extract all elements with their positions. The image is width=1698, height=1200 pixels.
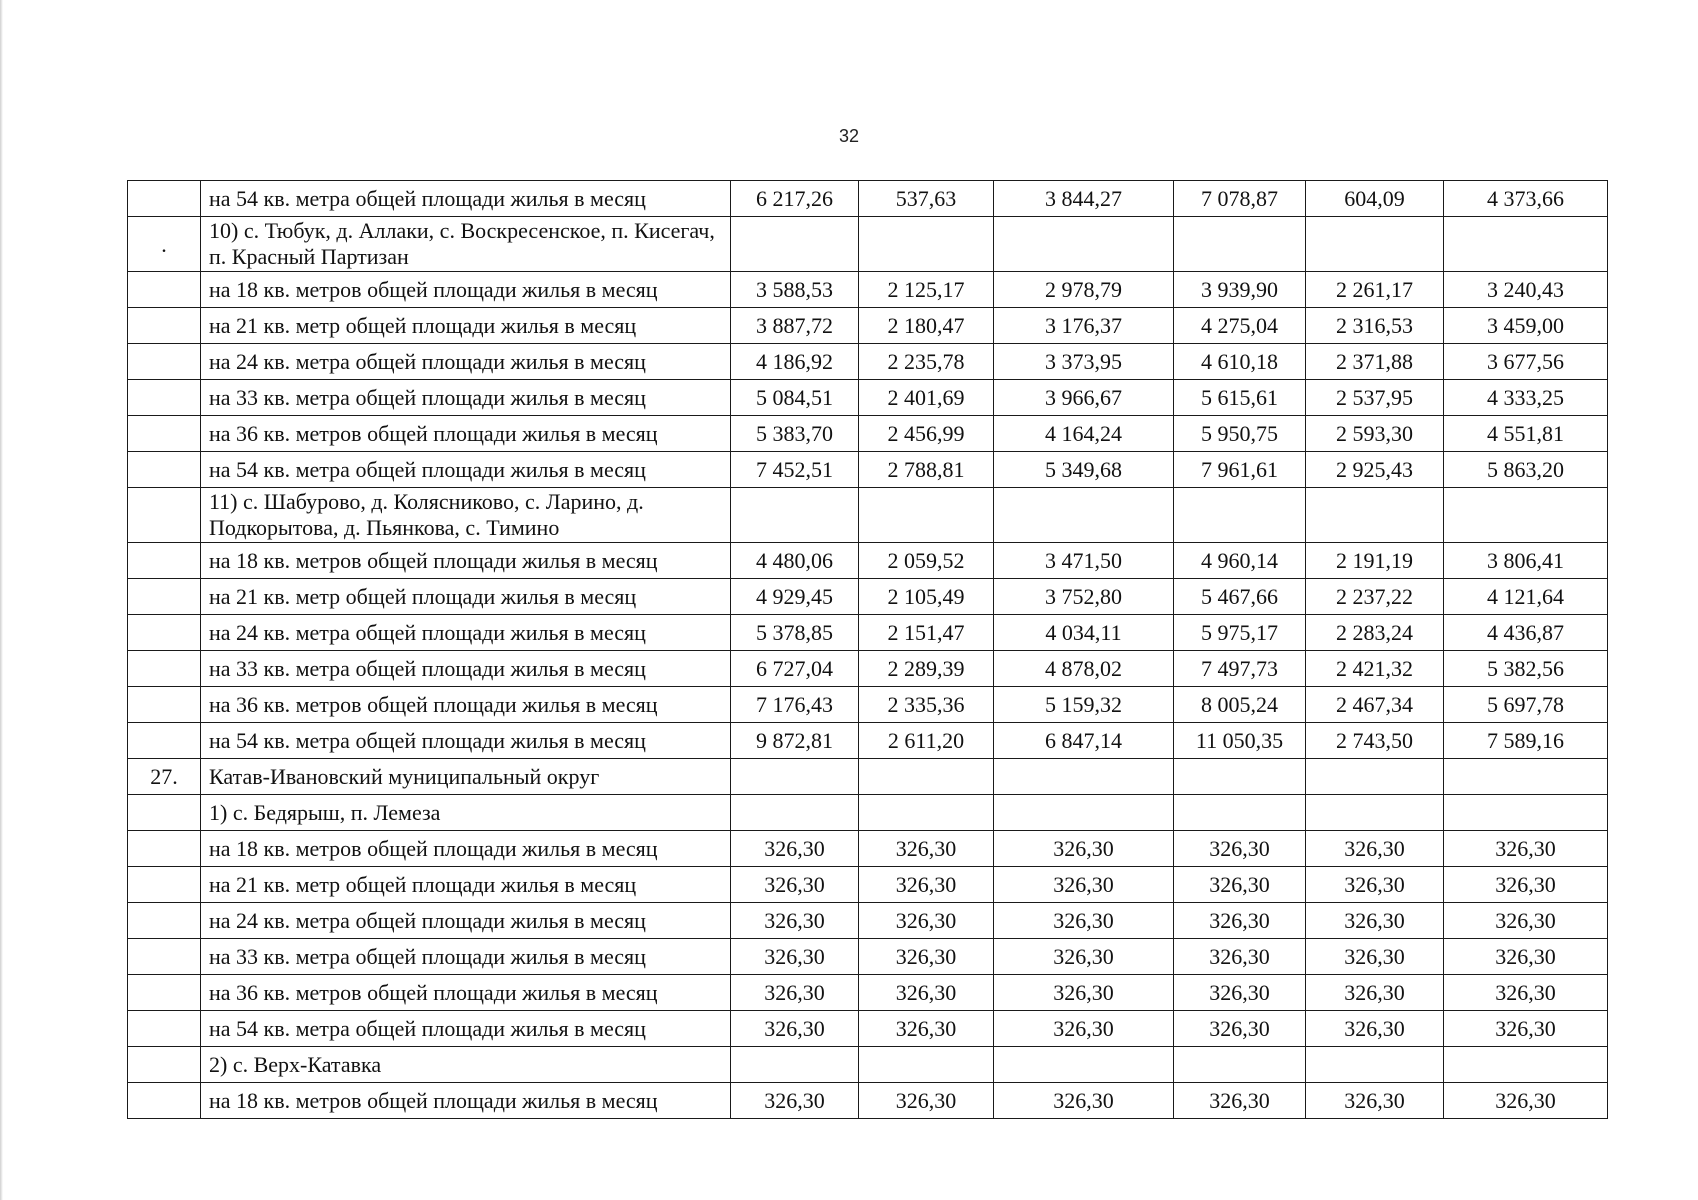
value-cell: 2 125,17	[859, 272, 994, 308]
row-number-cell	[128, 380, 201, 416]
value-cell: 326,30	[1306, 831, 1444, 867]
table-row	[128, 1047, 1608, 1083]
value-cell: 326,30	[1174, 903, 1306, 939]
value-cell: 326,30	[1444, 903, 1608, 939]
value-cell: 5 383,70	[731, 416, 859, 452]
scan-edge	[0, 0, 3, 1200]
row-label-cell: на 21 кв. метр общей площади жилья в месяц	[201, 579, 731, 615]
table-row	[128, 723, 1608, 759]
row-label-cell: на 18 кв. метров общей площади жилья в месяц	[201, 543, 731, 579]
value-cell	[1306, 795, 1444, 831]
table-row	[128, 488, 1608, 543]
table-row	[128, 272, 1608, 308]
row-number-cell	[128, 903, 201, 939]
value-cell: 2 788,81	[859, 452, 994, 488]
value-cell: 326,30	[1174, 831, 1306, 867]
value-cell	[731, 217, 859, 272]
row-label-cell: Катав-Ивановский муниципальный округ	[201, 759, 731, 795]
row-label-cell: на 54 кв. метра общей площади жилья в месяц	[201, 181, 731, 217]
value-cell: 8 005,24	[1174, 687, 1306, 723]
tariff-table	[127, 180, 1608, 1119]
value-cell: 2 151,47	[859, 615, 994, 651]
value-cell: 326,30	[994, 975, 1174, 1011]
table-row	[128, 903, 1608, 939]
row-number-cell: .	[128, 217, 201, 272]
value-cell: 2 537,95	[1306, 380, 1444, 416]
row-number-cell	[128, 1011, 201, 1047]
value-cell: 4 610,18	[1174, 344, 1306, 380]
value-cell: 3 373,95	[994, 344, 1174, 380]
value-cell: 326,30	[859, 1083, 994, 1119]
value-cell: 326,30	[1174, 975, 1306, 1011]
value-cell: 326,30	[994, 903, 1174, 939]
value-cell	[1174, 1047, 1306, 1083]
value-cell: 7 589,16	[1444, 723, 1608, 759]
row-label-cell: на 18 кв. метров общей площади жилья в месяц	[201, 272, 731, 308]
value-cell: 2 611,20	[859, 723, 994, 759]
value-cell: 326,30	[1174, 867, 1306, 903]
value-cell: 4 121,64	[1444, 579, 1608, 615]
value-cell	[1444, 1047, 1608, 1083]
value-cell: 3 588,53	[731, 272, 859, 308]
value-cell: 326,30	[1444, 975, 1608, 1011]
value-cell: 2 371,88	[1306, 344, 1444, 380]
value-cell: 326,30	[994, 867, 1174, 903]
value-cell	[1174, 488, 1306, 543]
value-cell: 5 382,56	[1444, 651, 1608, 687]
value-cell: 2 180,47	[859, 308, 994, 344]
row-label-cell: на 36 кв. метров общей площади жилья в месяц	[201, 975, 731, 1011]
value-cell: 4 275,04	[1174, 308, 1306, 344]
row-number-cell	[128, 975, 201, 1011]
row-number-cell	[128, 831, 201, 867]
row-number-cell	[128, 308, 201, 344]
value-cell	[859, 795, 994, 831]
row-number-cell	[128, 795, 201, 831]
table-row	[128, 579, 1608, 615]
value-cell: 4 436,87	[1444, 615, 1608, 651]
value-cell: 3 176,37	[994, 308, 1174, 344]
value-cell: 11 050,35	[1174, 723, 1306, 759]
value-cell: 604,09	[1306, 181, 1444, 217]
value-cell: 326,30	[1306, 975, 1444, 1011]
value-cell: 537,63	[859, 181, 994, 217]
value-cell: 2 925,43	[1306, 452, 1444, 488]
value-cell: 2 743,50	[1306, 723, 1444, 759]
tariff-table-body	[128, 181, 1608, 1119]
value-cell: 6 217,26	[731, 181, 859, 217]
value-cell: 2 401,69	[859, 380, 994, 416]
row-number-cell	[128, 687, 201, 723]
value-cell: 3 966,67	[994, 380, 1174, 416]
value-cell: 326,30	[731, 867, 859, 903]
value-cell: 2 316,53	[1306, 308, 1444, 344]
row-label-cell: на 24 кв. метра общей площади жилья в месяц	[201, 344, 731, 380]
row-label-cell: на 24 кв. метра общей площади жилья в месяц	[201, 903, 731, 939]
value-cell: 2 467,34	[1306, 687, 1444, 723]
value-cell: 326,30	[859, 939, 994, 975]
value-cell	[994, 795, 1174, 831]
value-cell: 4 878,02	[994, 651, 1174, 687]
value-cell	[731, 759, 859, 795]
row-label-cell: на 36 кв. метров общей площади жилья в месяц	[201, 416, 731, 452]
row-label-cell: на 21 кв. метр общей площади жилья в месяц	[201, 308, 731, 344]
value-cell	[1306, 488, 1444, 543]
value-cell: 326,30	[994, 1011, 1174, 1047]
value-cell	[859, 1047, 994, 1083]
table-row	[128, 416, 1608, 452]
value-cell: 4 034,11	[994, 615, 1174, 651]
value-cell: 326,30	[1174, 1083, 1306, 1119]
row-label-cell: на 21 кв. метр общей площади жилья в месяц	[201, 867, 731, 903]
value-cell: 326,30	[1444, 1083, 1608, 1119]
row-number-cell	[128, 1083, 201, 1119]
value-cell: 326,30	[731, 903, 859, 939]
value-cell: 326,30	[859, 867, 994, 903]
value-cell	[1444, 795, 1608, 831]
value-cell: 5 378,85	[731, 615, 859, 651]
value-cell: 2 456,99	[859, 416, 994, 452]
table-row	[128, 1083, 1608, 1119]
row-number-cell	[128, 181, 201, 217]
value-cell: 3 752,80	[994, 579, 1174, 615]
row-number-cell	[128, 723, 201, 759]
value-cell	[1306, 1047, 1444, 1083]
value-cell: 5 697,78	[1444, 687, 1608, 723]
value-cell: 4 929,45	[731, 579, 859, 615]
row-number-cell: 27.	[128, 759, 201, 795]
value-cell: 6 847,14	[994, 723, 1174, 759]
row-number-cell	[128, 1047, 201, 1083]
value-cell: 3 459,00	[1444, 308, 1608, 344]
table-row	[128, 380, 1608, 416]
row-label-cell: на 33 кв. метра общей площади жилья в месяц	[201, 651, 731, 687]
table-row	[128, 867, 1608, 903]
table-row	[128, 795, 1608, 831]
value-cell	[994, 217, 1174, 272]
value-cell: 5 467,66	[1174, 579, 1306, 615]
row-number-cell	[128, 452, 201, 488]
value-cell: 4 164,24	[994, 416, 1174, 452]
value-cell	[731, 488, 859, 543]
value-cell	[994, 759, 1174, 795]
row-number-cell	[128, 272, 201, 308]
value-cell	[994, 1047, 1174, 1083]
table-row	[128, 615, 1608, 651]
value-cell: 4 480,06	[731, 543, 859, 579]
value-cell: 5 975,17	[1174, 615, 1306, 651]
value-cell: 326,30	[731, 1011, 859, 1047]
table-row	[128, 452, 1608, 488]
row-label-cell: на 54 кв. метра общей площади жилья в месяц	[201, 452, 731, 488]
value-cell: 326,30	[1444, 939, 1608, 975]
value-cell	[731, 795, 859, 831]
value-cell: 5 950,75	[1174, 416, 1306, 452]
row-label-cell: на 18 кв. метров общей площади жилья в месяц	[201, 831, 731, 867]
value-cell	[859, 217, 994, 272]
table-row	[128, 975, 1608, 1011]
value-cell: 5 084,51	[731, 380, 859, 416]
value-cell: 326,30	[859, 903, 994, 939]
value-cell: 326,30	[1306, 939, 1444, 975]
row-label-cell: на 36 кв. метров общей площади жилья в месяц	[201, 687, 731, 723]
value-cell	[1444, 217, 1608, 272]
value-cell	[1444, 759, 1608, 795]
value-cell: 326,30	[1174, 1011, 1306, 1047]
value-cell: 326,30	[1306, 1083, 1444, 1119]
value-cell: 326,30	[994, 831, 1174, 867]
row-label-cell: на 33 кв. метра общей площади жилья в месяц	[201, 380, 731, 416]
value-cell: 3 806,41	[1444, 543, 1608, 579]
table-row	[128, 344, 1608, 380]
value-cell: 3 677,56	[1444, 344, 1608, 380]
row-number-cell	[128, 416, 201, 452]
table-row	[128, 687, 1608, 723]
value-cell: 5 863,20	[1444, 452, 1608, 488]
value-cell: 2 237,22	[1306, 579, 1444, 615]
row-label-cell: на 18 кв. метров общей площади жилья в месяц	[201, 1083, 731, 1119]
value-cell: 326,30	[1444, 867, 1608, 903]
value-cell: 326,30	[1306, 867, 1444, 903]
value-cell: 326,30	[731, 939, 859, 975]
value-cell	[1174, 795, 1306, 831]
value-cell: 4 186,92	[731, 344, 859, 380]
value-cell: 5 349,68	[994, 452, 1174, 488]
value-cell: 326,30	[731, 831, 859, 867]
value-cell: 326,30	[1444, 831, 1608, 867]
value-cell: 2 289,39	[859, 651, 994, 687]
value-cell	[859, 488, 994, 543]
value-cell	[1174, 217, 1306, 272]
value-cell: 326,30	[731, 1083, 859, 1119]
value-cell	[1306, 217, 1444, 272]
value-cell: 7 176,43	[731, 687, 859, 723]
value-cell: 7 497,73	[1174, 651, 1306, 687]
value-cell	[1174, 759, 1306, 795]
value-cell: 7 452,51	[731, 452, 859, 488]
value-cell: 2 105,49	[859, 579, 994, 615]
value-cell: 326,30	[859, 975, 994, 1011]
value-cell: 326,30	[1306, 903, 1444, 939]
row-number-cell	[128, 867, 201, 903]
value-cell: 2 283,24	[1306, 615, 1444, 651]
table-row	[128, 651, 1608, 687]
value-cell: 2 421,32	[1306, 651, 1444, 687]
row-label-cell: на 24 кв. метра общей площади жилья в месяц	[201, 615, 731, 651]
page-number: 32	[838, 126, 860, 146]
row-label-cell: 2) с. Верх-Катавка	[201, 1047, 731, 1083]
value-cell: 2 191,19	[1306, 543, 1444, 579]
value-cell: 2 335,36	[859, 687, 994, 723]
row-number-cell	[128, 651, 201, 687]
value-cell: 326,30	[994, 939, 1174, 975]
value-cell: 3 240,43	[1444, 272, 1608, 308]
value-cell: 4 960,14	[1174, 543, 1306, 579]
value-cell: 7 961,61	[1174, 452, 1306, 488]
value-cell	[859, 759, 994, 795]
value-cell: 2 235,78	[859, 344, 994, 380]
value-cell: 5 159,32	[994, 687, 1174, 723]
value-cell: 7 078,87	[1174, 181, 1306, 217]
row-number-cell	[128, 543, 201, 579]
value-cell: 2 978,79	[994, 272, 1174, 308]
row-label-cell: 10) с. Тюбук, д. Аллаки, с. Воскресенское, п. Кисегач, п. Красный Партизан	[201, 217, 731, 272]
row-number-cell	[128, 488, 201, 543]
table-row	[128, 543, 1608, 579]
row-label-cell: 1) с. Бедярыш, п. Лемеза	[201, 795, 731, 831]
table-row	[128, 939, 1608, 975]
table-row	[128, 308, 1608, 344]
value-cell: 3 887,72	[731, 308, 859, 344]
value-cell: 4 551,81	[1444, 416, 1608, 452]
row-label-cell: 11) с. Шабурово, д. Колясниково, с. Ларино, д. Подкорытова, д. Пьянкова, с. Тимино	[201, 488, 731, 543]
value-cell: 326,30	[1174, 939, 1306, 975]
row-label-cell: на 33 кв. метра общей площади жилья в месяц	[201, 939, 731, 975]
value-cell: 326,30	[859, 1011, 994, 1047]
value-cell: 5 615,61	[1174, 380, 1306, 416]
value-cell: 2 593,30	[1306, 416, 1444, 452]
value-cell: 4 373,66	[1444, 181, 1608, 217]
table-row	[128, 217, 1608, 272]
value-cell: 326,30	[731, 975, 859, 1011]
value-cell: 326,30	[994, 1083, 1174, 1119]
table-row	[128, 181, 1608, 217]
row-number-cell	[128, 579, 201, 615]
row-number-cell	[128, 939, 201, 975]
value-cell: 326,30	[1444, 1011, 1608, 1047]
value-cell: 9 872,81	[731, 723, 859, 759]
table-row	[128, 759, 1608, 795]
value-cell	[1444, 488, 1608, 543]
table-row	[128, 1011, 1608, 1047]
table-row	[128, 831, 1608, 867]
value-cell	[994, 488, 1174, 543]
value-cell: 4 333,25	[1444, 380, 1608, 416]
value-cell: 3 939,90	[1174, 272, 1306, 308]
value-cell: 326,30	[1306, 1011, 1444, 1047]
value-cell: 3 844,27	[994, 181, 1174, 217]
row-number-cell	[128, 344, 201, 380]
row-number-cell	[128, 615, 201, 651]
row-label-cell: на 54 кв. метра общей площади жилья в месяц	[201, 723, 731, 759]
row-label-cell: на 54 кв. метра общей площади жилья в месяц	[201, 1011, 731, 1047]
value-cell	[731, 1047, 859, 1083]
value-cell: 3 471,50	[994, 543, 1174, 579]
value-cell: 6 727,04	[731, 651, 859, 687]
value-cell: 2 261,17	[1306, 272, 1444, 308]
value-cell	[1306, 759, 1444, 795]
value-cell: 326,30	[859, 831, 994, 867]
value-cell: 2 059,52	[859, 543, 994, 579]
